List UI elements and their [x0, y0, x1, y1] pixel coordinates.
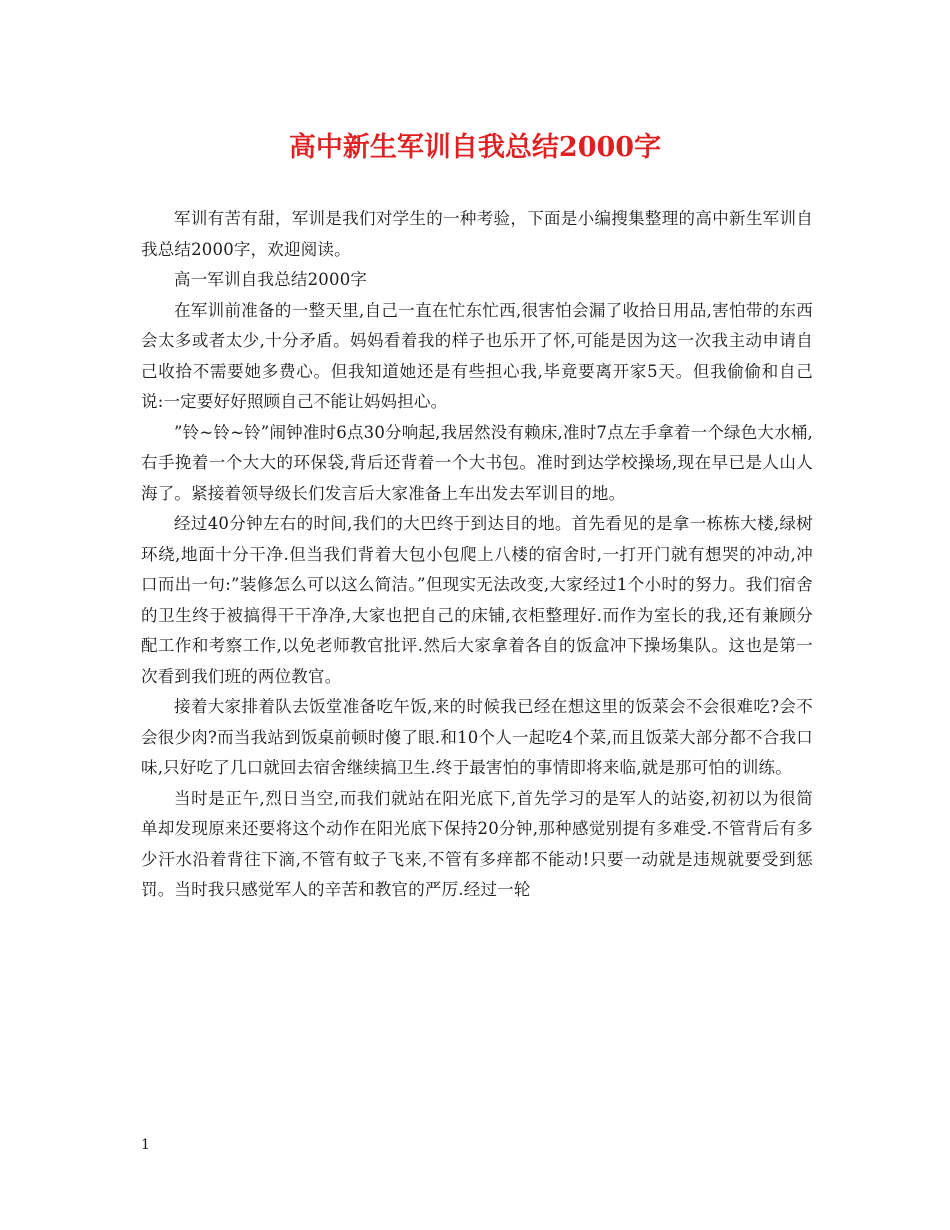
document-body	[141, 204, 813, 906]
section-heading: 高一军训自我总结2000字	[174, 270, 368, 289]
paragraph-intro: 军训有苦有甜，军训是我们对学生的一种考验，下面是小编搜集整理的高中新生军训自我总结2000字，欢迎阅读。	[141, 209, 813, 259]
paragraph-arrival: 经过40分钟左右的时间,我们的大巴终于到达目的地。首先看见的是拿一栋栋大楼,绿树环绕,地面十分干净.但当我们背着大包小包爬上八楼的宿舍时,一打开门就有想哭的冲动,冲口而出一句:”装修怎么可以这么简洁。”但现实无法改变,大家经过1个小时的努力。我们宿舍的卫生终于被搞得干干净净,大家也把自己的床铺,衣柜整理好.而作为室长的我,还有兼顾分配工作和考察工作,以免老师教官批评.然后大家拿着各自的饭盒冲下操场集队。这也是第一次看到我们班的两位教官。	[141, 514, 813, 686]
paragraph-preparation: 在军训前准备的一整天里,自己一直在忙东忙西,很害怕会漏了收拾日用品,害怕带的东西会太多或者太少,十分矛盾。妈妈看着我的样子也乐开了怀,可能是因为这一次我主动申请自己收拾不需要她多费心。但我知道她还是有些担心我,毕竟要离开家5天。但我偷偷和自己说:一定要好好照顾自己不能让妈妈担心。	[141, 300, 813, 411]
page-number: 1	[141, 1137, 150, 1153]
paragraph-alarm: ”铃~铃~铃”闹钟准时6点30分响起,我居然没有赖床,准时7点左手拿着一个绿色大水桶,右手挽着一个大大的环保袋,背后还背着一个大书包。准时到达学校操场,现在早已是人山人海了。紧接着领导级长们发言后大家准备上车出发去军训目的地。	[141, 422, 813, 503]
document-title: 高中新生军训自我总结2000字	[288, 132, 662, 163]
paragraph-lunch: 接着大家排着队去饭堂准备吃午饭,来的时候我已经在想这里的饭菜会不会很难吃?会不会很少肉?而当我站到饭桌前顿时傻了眼.和10个人一起吃4个菜,而且饭菜大部分都不合我口味,只好吃了几口就回去宿舍继续搞卫生.终于最害怕的事情即将来临,就是那可怕的训练。	[141, 697, 813, 777]
paragraph-training: 当时是正午,烈日当空,而我们就站在阳光底下,首先学习的是军人的站姿,初初以为很简单却发现原来还要将这个动作在阳光底下保持20分钟,那种感觉别提有多难受.不管背后有多少汗水沿着背往下滴,不管有蚊子飞来,不管有多痒都不能动!只要一动就是违规就要受到惩罚。当时我只感觉军人的辛苦和教官的严厉.经过一轮	[141, 788, 813, 899]
